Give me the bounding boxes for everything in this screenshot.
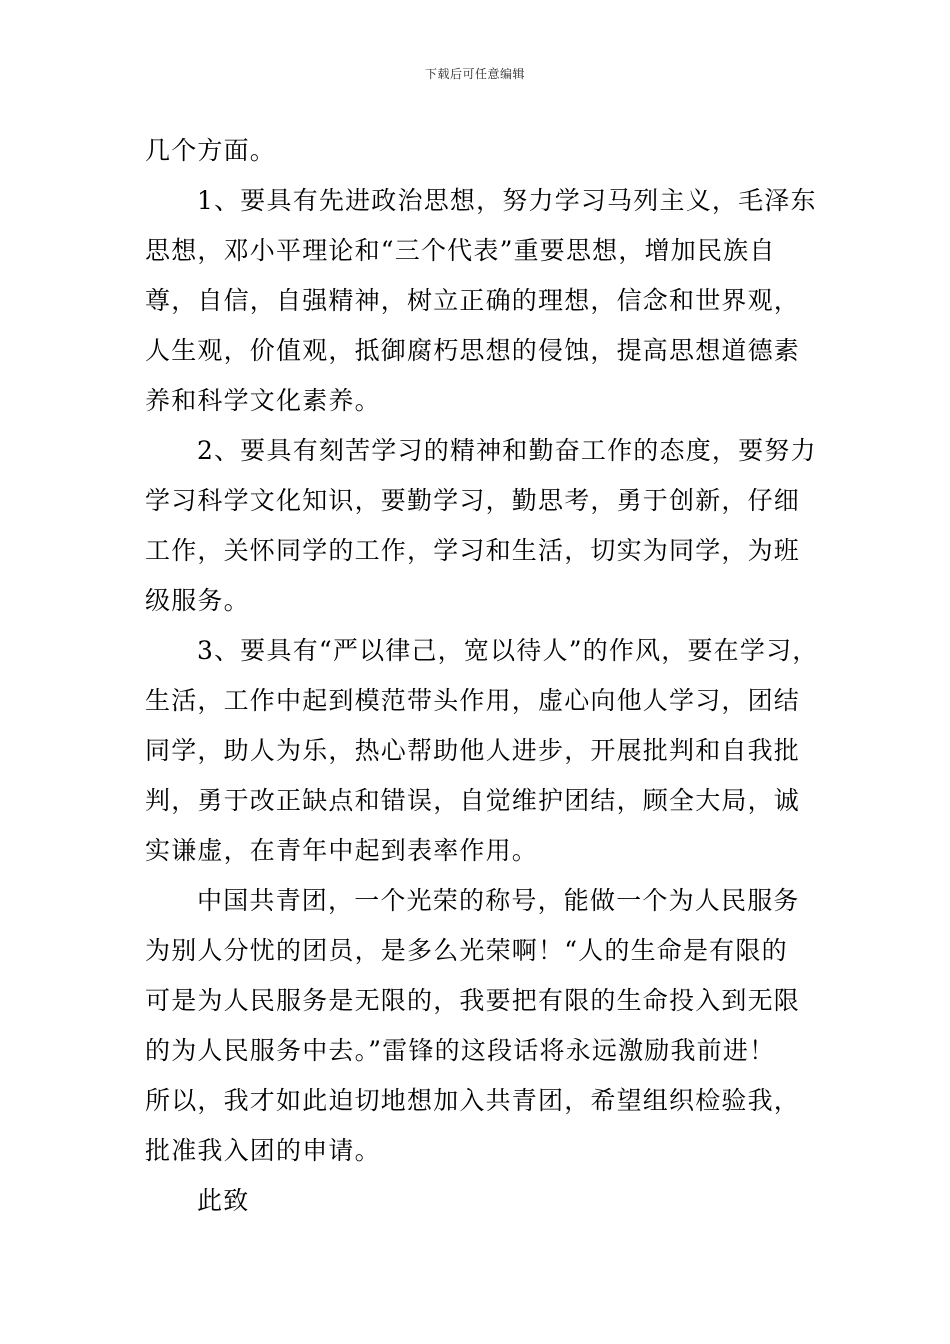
text-line: 3、要具有“严以律己，宽以待人”的作风，要在学习， [197, 636, 819, 665]
text-line: 的为人民服务中去。”雷锋的这段话将永远激励我前进！ [145, 1036, 776, 1065]
text-line: 同学，助人为乐，热心帮助他人进步，开展批判和自我批 [145, 736, 801, 765]
text-line: 此致 [197, 1186, 250, 1215]
text-line: 学习科学文化知识，要勤学习，勤思考，勇于创新，仔细 [145, 486, 801, 515]
text-line: 人生观，价值观，抵御腐朽思想的侵蚀，提高思想道德素 [145, 336, 801, 365]
text-line: 级服务。 [145, 586, 250, 615]
text-line: 思想，邓小平理论和“三个代表”重要思想，增加民族自 [145, 236, 776, 265]
text-line: 中国共青团，一个光荣的称号，能做一个为人民服务 [197, 886, 800, 915]
text-line: 批准我入团的申请。 [145, 1136, 381, 1165]
document-body [145, 126, 825, 1226]
text-line: 几个方面。 [145, 136, 277, 165]
text-line: 可是为人民服务是无限的，我要把有限的生命投入到无限 [145, 986, 801, 1015]
text-line: 尊，自信，自强精神，树立正确的理想，信念和世界观， [145, 286, 801, 315]
text-line: 2、要具有刻苦学习的精神和勤奋工作的态度，要努力 [197, 436, 817, 465]
text-line: 判，勇于改正缺点和错误，自觉维护团结，顾全大局，诚 [145, 786, 801, 815]
text-line: 养和科学文化素养。 [145, 386, 381, 415]
page-header: 下载后可任意编辑 [424, 67, 525, 81]
text-line: 生活，工作中起到模范带头作用，虚心向他人学习，团结 [145, 686, 801, 715]
text-line: 为别人分忧的团员，是多么光荣啊！“人的生命是有限的 [145, 936, 788, 965]
text-line: 1、要具有先进政治思想，努力学习马列主义，毛泽东 [197, 186, 817, 215]
text-line: 所以，我才如此迫切地想加入共青团，希望组织检验我， [145, 1086, 801, 1115]
text-line: 实谦虚，在青年中起到表率作用。 [145, 836, 539, 865]
text-line: 工作，关怀同学的工作，学习和生活，切实为同学，为班 [145, 536, 801, 565]
